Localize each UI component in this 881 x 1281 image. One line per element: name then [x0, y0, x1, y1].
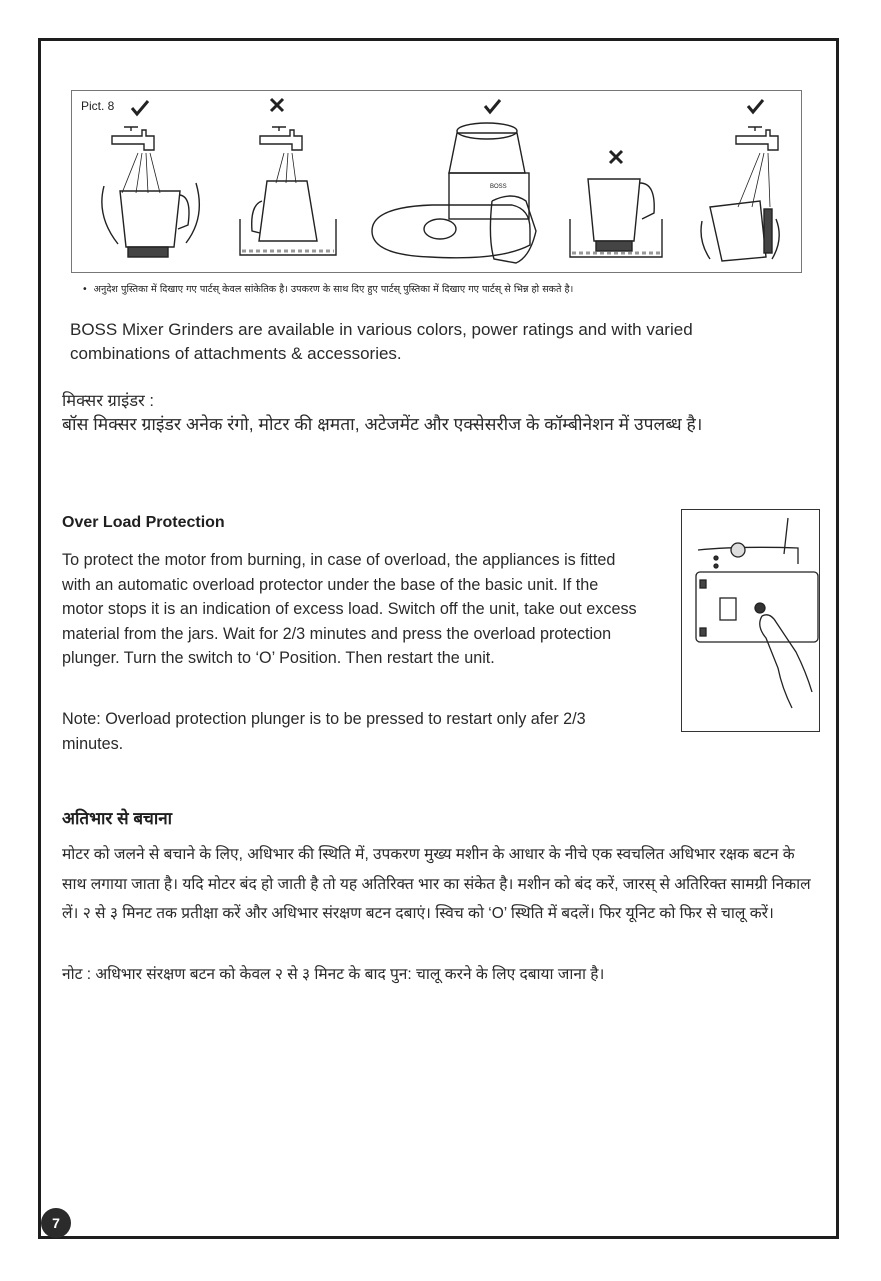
check-mark-icon [132, 101, 148, 114]
intro-hindi-title: मिक्सर ग्राइंडर : [62, 392, 154, 410]
tap-icon [736, 127, 778, 150]
overload-note-en: Note: Overload protection plunger is to be pressed to restart only afer 2/3 minutes. [62, 710, 586, 753]
check-mark-icon [748, 100, 763, 112]
mixer-grinder-icon [372, 123, 530, 258]
pict-8-figure [71, 90, 802, 273]
jar-icon [710, 201, 772, 261]
overload-note-hi: नोट : अधिभार संरक्षण बटन को केवल २ से ३ मिनट के बाद पुन: चालू करने के लिए दबाया जाना है। [62, 966, 605, 983]
tap-icon [260, 127, 302, 150]
figure-label: Pict. 8 [81, 99, 115, 113]
bullet-icon: • [82, 284, 88, 295]
disclaimer-note [82, 282, 812, 295]
overload-body-hi: मोटर को जलने से बचाने के लिए, अधिभार की स्थिति में, उपकरण मुख्य मशीन के आधार के नीचे एक स्वचलित अधिभार रक्षक बटन के साथ लगाया जाता है। यदि मोटर बंद हो जाती है तो यह अतिरिक्त भार का संकेत है। मशीन को बंद करें, जारस् से अतिरिक्त सामग्री निकाल लें। २ से ३ मिनट तक प्रतीक्षा करें और अधिभार संरक्षण बटन दबाएं। स्विच को ‘O’ स्थिति में बदलें। फिर यूनिट को फिर से चालू करें। [62, 846, 811, 922]
overload-body-en: To protect the motor from burning, in case of overload, the appliances is fitted with an automatic overload protector under the base of the basic unit. If the motor stops it is an indication of excess load. Switch off the unit, take out excess material from the jars. Wait for 2/3 minutes and press the overload protection plunger. Turn the switch to ‘O’ Position. Then restart the unit. [62, 551, 637, 667]
check-mark-icon [485, 100, 500, 112]
intro-hindi-text: बॉस मिक्सर ग्राइंडर अनेक रंगो, मोटर की क्षमता, अटेजमेंट और एक्सेसरीज के कॉम्बीनेशन में उपलब्ध है। [62, 414, 703, 434]
cross-mark-icon [610, 151, 622, 163]
intro-english: BOSS Mixer Grinders are available in various colors, power ratings and with varied combinations of attachments & accessories. [70, 320, 693, 363]
disclaimer-text: अनुदेश पुस्तिका में दिखाए गए पार्टस् केवल सांकेतिक है। उपकरण के साथ दिए हुए पार्टस् पुस्तिका में दिखाए गए पार्टस् से भिन्न हो सकते है। [93, 284, 574, 295]
knob-icon [731, 543, 745, 557]
jar-icon [588, 179, 654, 251]
overload-heading-en: Over Load Protection [62, 514, 225, 531]
page-number-badge: 7 [41, 1208, 71, 1238]
cleaning-illustration [72, 91, 803, 274]
overload-heading-hi: अतिभार से बचाना [62, 809, 173, 828]
cross-mark-icon [271, 99, 283, 111]
overload-plunger-illustration [681, 509, 820, 732]
svg-text:BOSS: BOSS [490, 184, 507, 190]
tap-icon [112, 127, 154, 150]
hand-icon [760, 615, 812, 708]
overload-plunger-icon [755, 603, 765, 613]
jar-icon [120, 191, 189, 257]
jar-icon [252, 181, 317, 241]
hand-icon [102, 183, 199, 244]
